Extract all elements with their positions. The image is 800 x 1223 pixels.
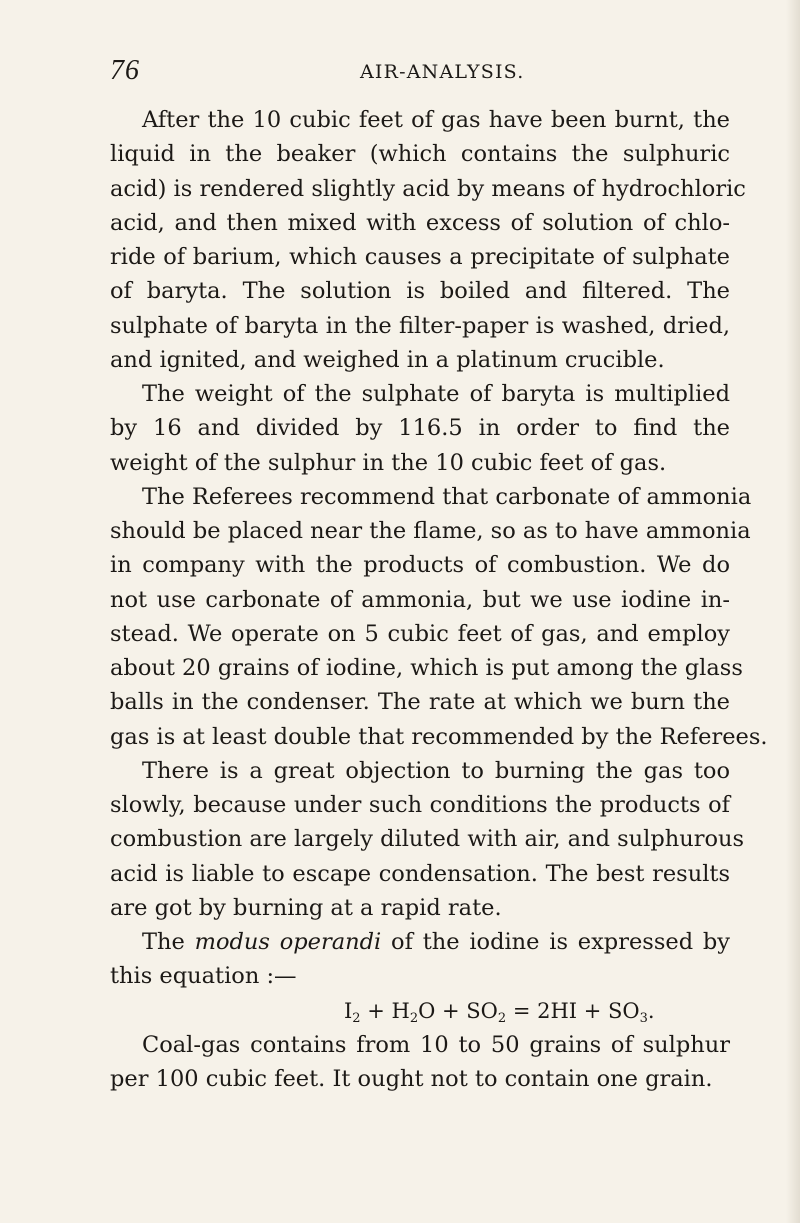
equation-subscript: 3	[639, 1010, 648, 1026]
text-line: Coal-gas contains from 10 to 50 grains of sulphur	[142, 1031, 730, 1058]
page-edge-shadow	[786, 0, 800, 1223]
text-line: ride of barium, which causes a precipitate of sulphate	[110, 244, 730, 270]
text-line: balls in the condenser. The rate at which we burn the	[110, 689, 730, 716]
text-line: acid, and then mixed with excess of solution of chlo-	[110, 209, 730, 236]
text-line: The Referees recommend that carbonate of ammonia	[142, 483, 752, 510]
italic-phrase: modus operandi	[194, 929, 382, 955]
running-title: AIR-ANALYSIS.	[360, 61, 525, 83]
text-line: not use carbonate of ammonia, but we use iodine in-	[110, 586, 730, 613]
text-line: about 20 grains of iodine, which is put among the glass	[110, 655, 743, 681]
text-line: acid) is rendered slightly acid by means of hydrochloric	[110, 175, 746, 202]
text-line: this equation :—	[110, 963, 297, 990]
text-line: stead. We operate on 5 cubic feet of gas, and employ	[110, 620, 730, 647]
chemical-equation	[110, 994, 730, 1028]
text-line: by 16 and divided by 116.5 in order to find the	[110, 415, 730, 442]
equation-subscript: 2	[497, 1010, 507, 1026]
text-fragment: The	[142, 929, 195, 955]
equation-part: + H	[360, 998, 410, 1023]
text-fragment: of the iodine is expressed by	[381, 929, 730, 955]
text-line: gas is at least double that recommended by the Referees.	[110, 723, 768, 750]
text-line: acid is liable to escape condensation. The best results	[110, 860, 730, 887]
text-line: combustion are largely diluted with air, and sulphurous	[110, 826, 745, 853]
text-line: of baryta. The solution is boiled and filtered. The	[110, 278, 730, 305]
running-head	[110, 54, 730, 90]
text-line: slowly, because under such conditions the products of	[110, 792, 730, 818]
text-line: weight of the sulphur in the 10 cubic feet of gas.	[110, 449, 667, 476]
equation-subscript: 2	[352, 1010, 361, 1026]
equation-subscript: 2	[409, 1010, 419, 1026]
text-line	[110, 925, 730, 959]
text-line: The weight of the sulphate of baryta is multiplied	[142, 381, 730, 407]
text-line: and ignited, and weighed in a platinum crucible.	[110, 346, 665, 373]
text-line: After the 10 cubic feet of gas have been burnt, the	[142, 107, 730, 133]
text-line: liquid in the beaker (which contains the sulphuric	[110, 141, 730, 168]
page-number: 76	[110, 55, 140, 86]
text-line: in company with the products of combustion. We do	[110, 552, 730, 579]
text-line: should be placed near the flame, so as to have ammonia	[110, 518, 751, 544]
body-text	[110, 103, 768, 1096]
equation-part: O + SO	[418, 998, 498, 1023]
equation-part: .	[647, 998, 655, 1023]
text-line: There is a great objection to burning the gas too	[142, 757, 730, 784]
text-line: are got by burning at a rapid rate.	[110, 894, 502, 921]
text-line: sulphate of baryta in the filter-paper is washed, dried,	[110, 312, 730, 339]
equation-part: I	[344, 998, 353, 1023]
equation-part: = 2HI + SO	[506, 998, 640, 1023]
text-line: per 100 cubic feet. It ought not to contain one grain.	[110, 1066, 713, 1092]
